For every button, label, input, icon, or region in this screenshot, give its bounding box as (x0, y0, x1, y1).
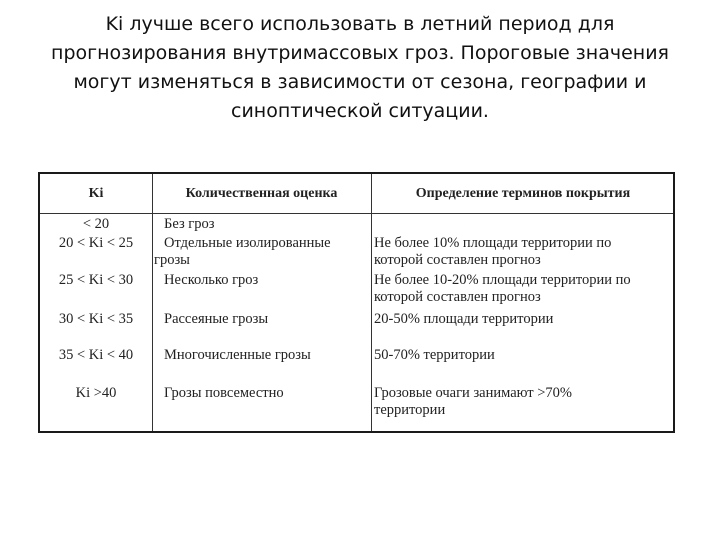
header-quantitative-assessment: Количественная оценка (185, 186, 338, 201)
header-ki: Ki (88, 186, 104, 201)
assessment-cell (164, 311, 369, 328)
ki-range-cell: < 20 (82, 216, 110, 232)
assessment-text: Многочисленные грозы (164, 347, 311, 363)
assessment-cell (164, 272, 369, 289)
assessment-text: грозы (154, 252, 190, 268)
ki-range-cell: 25 < Ki < 30 (58, 272, 134, 288)
slide-title (20, 10, 700, 126)
title-line: могут изменяться в зависимости от сезона, географии и (73, 71, 647, 93)
coverage-cell (374, 347, 674, 364)
coverage-cell (374, 235, 674, 269)
assessment-text: Несколько гроз (164, 272, 259, 288)
header-coverage-terms: Определение терминов покрытия (415, 186, 631, 201)
assessment-cell (164, 347, 369, 364)
coverage-text: Грозовые очаги занимают >70% (374, 385, 573, 401)
coverage-text: которой составлен прогноз (374, 289, 541, 305)
coverage-cell (374, 272, 674, 306)
title-line: прогнозирования внутримассовых гроз. Пороговые значения (51, 42, 669, 64)
coverage-text: территории (374, 402, 446, 418)
ki-range-cell: 20 < Ki < 25 (58, 235, 134, 251)
assessment-text: Рассеяные грозы (164, 311, 269, 327)
coverage-text: Не более 10-20% площади территории по (374, 272, 631, 288)
assessment-text: Отдельные изолированные (164, 235, 331, 251)
header-divider (40, 213, 673, 214)
coverage-text: 20-50% площади территории (374, 311, 554, 327)
title-line: синоптической ситуации. (231, 100, 489, 122)
coverage-text: 50-70% территории (374, 347, 495, 363)
assessment-text: Грозы повсеместно (164, 385, 284, 401)
assessment-cell (164, 216, 369, 233)
coverage-text: которой составлен прогноз (374, 252, 541, 268)
ki-range-cell: 35 < Ki < 40 (58, 347, 134, 363)
ki-range-cell: Ki >40 (75, 385, 117, 401)
assessment-text: Без гроз (164, 216, 215, 232)
assessment-cell (154, 235, 369, 269)
ki-range-cell: 30 < Ki < 35 (58, 311, 134, 327)
coverage-cell (374, 311, 674, 328)
coverage-text: Не более 10% площади территории по (374, 235, 612, 251)
assessment-cell (164, 385, 369, 402)
ki-threshold-table (38, 172, 675, 433)
coverage-cell (374, 385, 674, 419)
title-line: Ki лучше всего использовать в летний период для (105, 13, 615, 35)
